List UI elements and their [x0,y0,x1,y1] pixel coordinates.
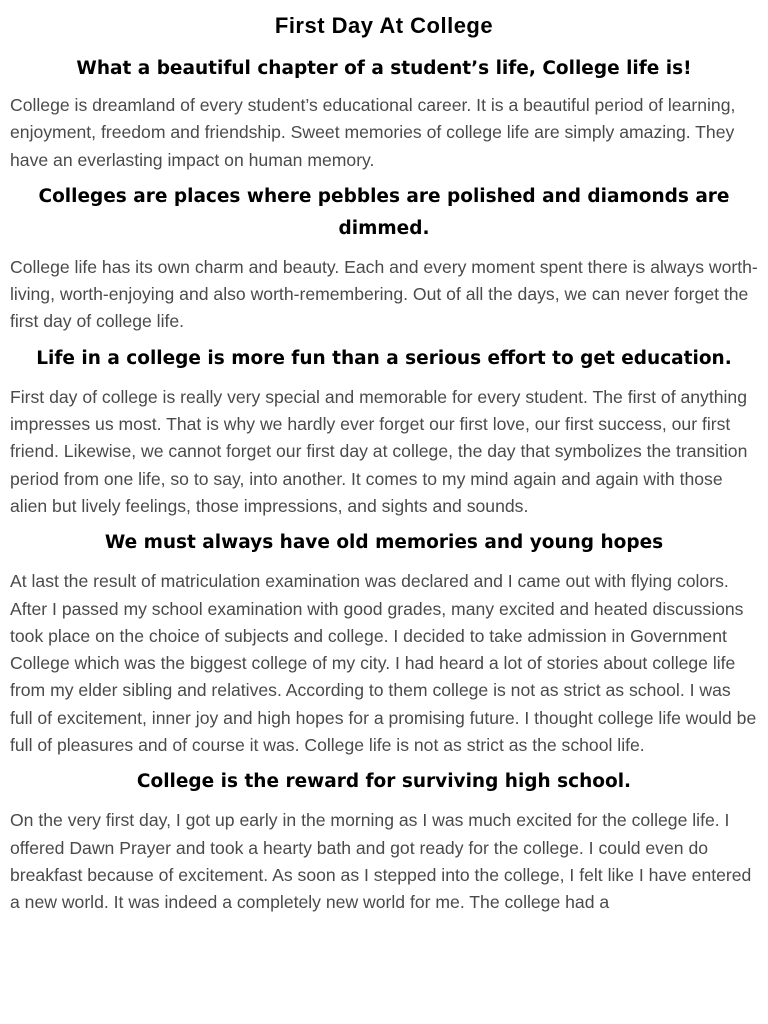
section-paragraph-3: First day of college is really very special and memorable for every student. The first of anything impresses us most. That is why we hardly ever forget our first love, our first success, our first friend. Likewise, we cannot forget our first day at college, the day that symbolizes the transition period from one life, so to say, into another. It comes to my mind again and again with those alien but lively feelings, those impressions, and sights and sounds. [10,386,748,516]
section-paragraph-2: College life has its own charm and beauty. Each and every moment spent there is always worth-living, worth-enjoying and also worth-remembering. Out of all the days, we can never forget the first day of college life. [10,256,758,332]
section-quote-4: We must always have old memories and young hopes [104,532,664,554]
section-paragraph-5: On the very first day, I got up early in the morning as I was much excited for the college life. I offered Dawn Prayer and took a hearty bath and got ready for the college. I could even do breakfast because of excitement. As soon as I stepped into the college, I felt like I have entered a new world. It was indeed a completely new world for me. The college had a [10,810,752,913]
section-quote-2: Colleges are places where pebbles are polished and diamonds are dimmed. [38,185,730,239]
section-quote-1: What a beautiful chapter of a student’s life, College life is! [76,58,692,79]
section-quote-3: Life in a college is more fun than a serious effort to get education. [36,347,732,369]
section-paragraph-1: College is dreamland of every student’s educational career. It is a beautiful period of learning, enjoyment, freedom and friendship. Sweet memories of college life are simply amazing. They have an everlasting impact on human memory. [10,95,736,170]
section-quote-5: College is the reward for surviving high school. [136,771,632,793]
page-title: First Day At College [274,13,494,38]
section-paragraph-4: At last the result of matriculation examination was declared and I came out with flying colors. After I passed my school examination with good grades, many excited and heated discussions took place on the choice of subjects and college. I decided to take admission in Government College which was the biggest college of my city. I had heard a lot of stories about college life from my elder sibling and relatives. According to them college is not as strict as school. I was full of excitement, inner joy and high hopes for a promising future. I thought college life would be full of pleasures and of course it was. College life is not as strict as the school life. [10,571,757,756]
